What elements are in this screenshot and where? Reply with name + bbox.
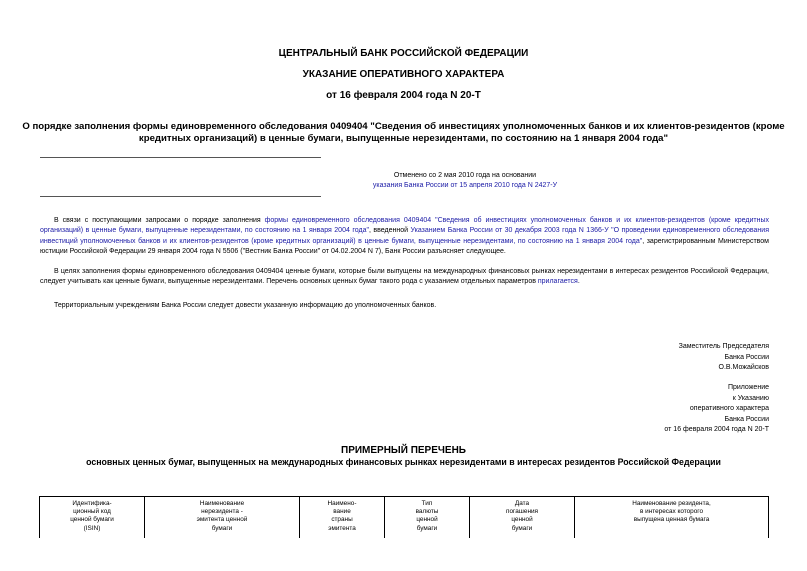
signature-block — [679, 342, 769, 374]
instruction-1366-u-link[interactable]: Указанием Банка России от 30 декабря 2003 года N 1366-У "О проведении единовременного обследования инвестиций уполномоченных банков и их клиентов-резидентов (кроме кредитных организаций) в ценные бумаги, выпущенные нерезидентами, по состоянию на 1 января 2004 года" — [40, 227, 769, 245]
appendix-line-4: Банка России — [724, 415, 769, 423]
separator-bottom — [40, 196, 321, 197]
paragraph-3-text: Территориальным учреждениям Банка России следует довести указанную информацию до уполномоченных банков. — [54, 302, 437, 309]
paragraph-2-text-a: В целях заполнения формы единовременного обследования 0409404 ценные бумаги, которые были выпущены на международных финансовых рынках нерезидентами в интересах резидентов Российской Федерации, следует учитывать как ценные бумаги, выпущенные нерезидентами. Перечень основных ценных бумаг такого рода с указанием отдельных параметров — [40, 268, 769, 286]
title-line-1: О порядке заполнения формы единовременного обследования 0409404 "Сведения об инвестициях уполномоченных банков и их клиентов-резидентов (кроме — [22, 121, 785, 132]
appendix-line-5: от 16 февраля 2004 года N 20-Т — [664, 426, 769, 433]
document-type: УКАЗАНИЕ ОПЕРАТИВНОГО ХАРАКТЕРА — [302, 69, 505, 80]
table-header-row — [40, 497, 769, 539]
separator-top — [40, 157, 321, 158]
paragraph-1-text-a: В связи с поступающими запросами о порядке заполнения — [54, 217, 265, 224]
column-maturity: Дата погашения ценной бумаги — [470, 497, 575, 539]
column-issuer: Наименование нерезидента - эмитента ценной бумаги — [145, 497, 300, 539]
appendix-line-1: Приложение — [727, 384, 769, 391]
form-0409404-link[interactable]: формы единовременного обследования 0409404 "Сведения об инвестициях уполномоченных банков и их клиентов-резидентов (кроме кредитных организаций) в ценные бумаги, выпущенные нерезидентами, по состоянию на 1 января 2004 года" — [40, 217, 769, 235]
cancel-note-text: Отменено со 2 мая 2010 года на основании — [393, 172, 537, 179]
paragraph-2 — [40, 267, 769, 288]
appendix-line-3: оперативного характера — [689, 405, 769, 412]
column-resident: Наименование резидента, в интересах которого выпущена ценная бумага — [575, 497, 769, 539]
title-line-2: кредитных организаций) в ценные бумаги, выпущенные нерезидентами, по состоянию на 1 января 2004 года" — [138, 133, 669, 144]
securities-table — [39, 496, 769, 538]
signature-name: О.В.Можайсков — [718, 364, 769, 371]
paragraph-1 — [40, 216, 769, 257]
column-currency: Тип валюты ценной бумаги — [385, 497, 470, 539]
appendix-block — [664, 383, 769, 436]
paragraph-1-text-b: , введенной — [368, 227, 411, 235]
list-subheading: основных ценных бумаг, выпущенных на международных финансовых рынках нерезидентами в интересах резидентов Российской Федерации — [86, 457, 721, 467]
column-isin: Идентифика- ционный код ценной бумаги (ISIN) — [40, 497, 145, 539]
list-heading: ПРИМЕРНЫЙ ПЕРЕЧЕНЬ — [341, 445, 466, 456]
appendix-line-2: к Указанию — [732, 394, 769, 402]
paragraph-3 — [40, 301, 769, 311]
document-date: от 16 февраля 2004 года N 20-Т — [326, 90, 481, 101]
paragraph-1-text-c: , зарегистрированным Министерством юстиции Российской Федерации 29 января 2004 года N 5506 ("Вестник Банка России" от 04.02.2004 N 7), Банк России разъясняет следующее. — [40, 237, 769, 255]
bank-name: ЦЕНТРАЛЬНЫЙ БАНК РОССИЙСКОЙ ФЕДЕРАЦИИ — [278, 48, 529, 59]
document-title — [0, 121, 807, 145]
appendix-link[interactable]: прилагается — [537, 278, 578, 286]
signature-organization: Банка России — [724, 353, 769, 361]
cancel-note-link[interactable]: указания Банка России от 15 апреля 2010 года N 2427-У — [372, 182, 558, 189]
cancel-note — [305, 171, 625, 191]
column-country: Наимено- вание страны эмитента — [300, 497, 385, 539]
paragraph-2-text-b: . — [577, 278, 580, 286]
signature-position: Заместитель Председателя — [678, 343, 769, 350]
